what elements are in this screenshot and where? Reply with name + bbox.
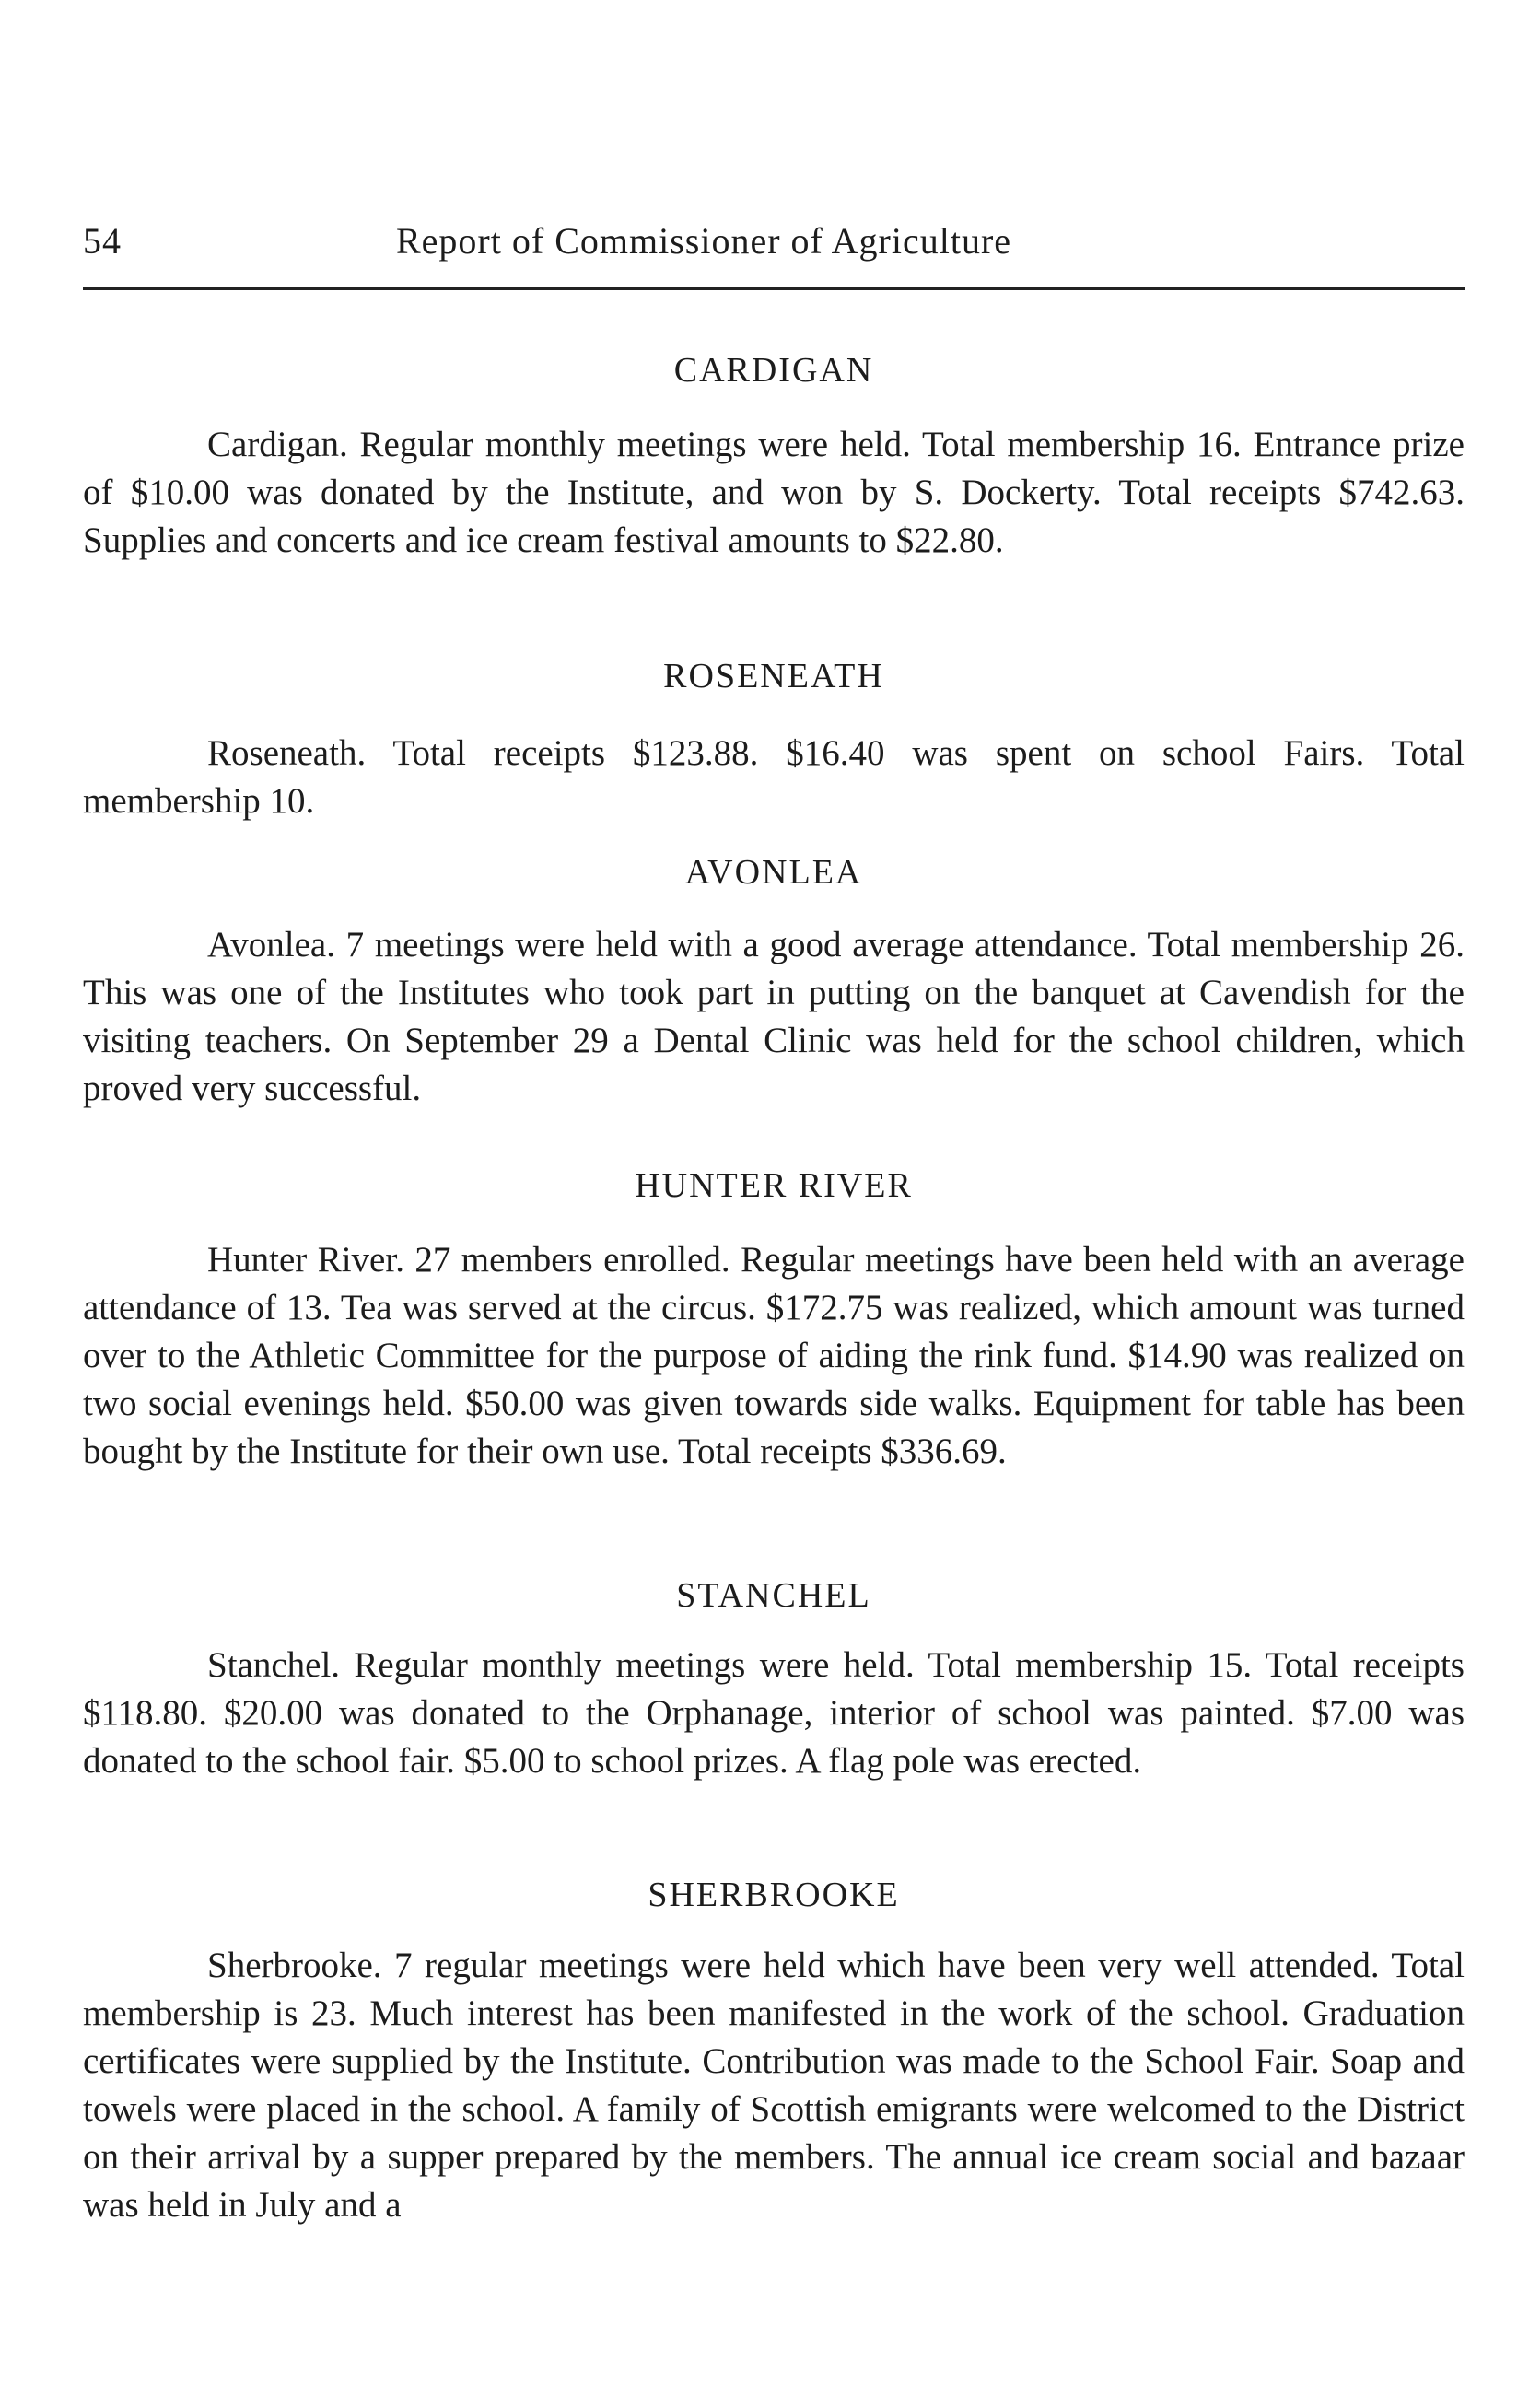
- section-heading-cardigan: CARDIGAN: [673, 351, 874, 390]
- page-header: [83, 219, 1465, 275]
- page-number: 54: [83, 220, 122, 262]
- header-rule: [83, 287, 1465, 290]
- section-text-avonlea: Avonlea. 7 meetings were held with a good average attendance. Total membership 26. This was one of the Institutes who took part in putting on the banquet at Cavendish for the visiting teachers. On September 29 a Dental Clinic was held for the school children, which proved very successful.: [83, 925, 1465, 1108]
- section-text-roseneath: Roseneath. Total receipts $123.88. $16.40 was spent on school Fairs. Total membership 10.: [83, 733, 1465, 821]
- section-heading-hunter-river: HUNTER RIVER: [635, 1166, 913, 1205]
- section-heading-stanchel: STANCHEL: [676, 1576, 871, 1615]
- section-text-sherbrooke: Sherbrooke. 7 regular meetings were held which have been very well attended. Total membership is 23. Much interest has been manifested in the work of the school. Graduation certificates were supplied by the Institute. Contribution was made to the School Fair. Soap and towels were placed in the school. A family of Scottish emigrants were welcomed to the District on their arrival by a supper prepared by the members. The annual ice cream social and bazaar was held in July and a: [83, 1946, 1465, 2225]
- section-text-hunter-river: Hunter River. 27 members enrolled. Regular meetings have been held with an average attendance of 13. Tea was served at the circus. $172.75 was realized, which amount was turned over to the Athletic Committee for the purpose of aiding the rink fund. $14.90 was realized on two social evenings held. $50.00 was given towards side walks. Equipment for table has been bought by the Institute for their own use. Total receipts $336.69.: [83, 1240, 1465, 1471]
- section-text-stanchel: Stanchel. Regular monthly meetings were held. Total membership 15. Total receipts $118.80. $20.00 was donated to the Orphanage, interior of school was painted. $7.00 was donated to the school fair. $5.00 to school prizes. A flag pole was erected.: [83, 1645, 1465, 1781]
- section-heading-avonlea: AVONLEA: [684, 853, 863, 892]
- running-title: Report of Commissioner of Agriculture: [396, 220, 1012, 262]
- section-heading-sherbrooke: SHERBROOKE: [648, 1876, 900, 1914]
- section-text-cardigan: Cardigan. Regular monthly meetings were held. Total membership 16. Entrance prize of $10.00 was donated by the Institute, and won by S. Dockerty. Total receipts $742.63. Supplies and concerts and ice cream festival amounts to $22.80.: [83, 425, 1465, 560]
- section-heading-roseneath: ROSENEATH: [663, 657, 884, 696]
